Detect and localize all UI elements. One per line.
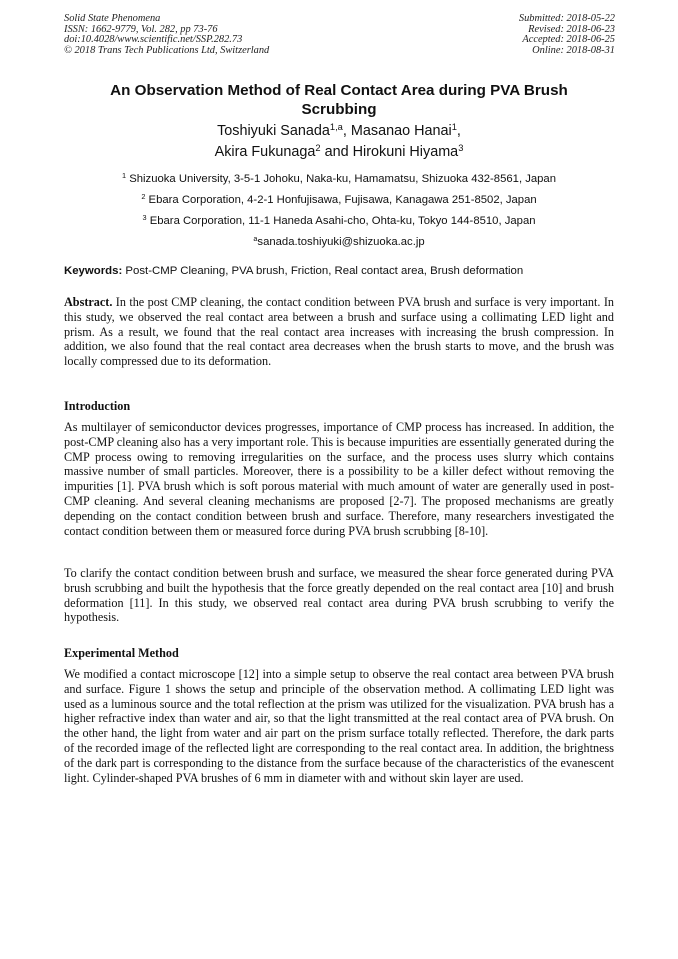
author-superscript: 1 xyxy=(451,122,457,133)
author-line-1 xyxy=(60,121,618,142)
author-list xyxy=(60,121,618,163)
keywords xyxy=(64,264,523,278)
abstract-label: Abstract. xyxy=(64,295,113,309)
keywords-text: Post-CMP Cleaning, PVA brush, Friction, Real contact area, Brush deformation xyxy=(122,265,524,277)
revised-date: Revised: 2018-06-23 xyxy=(528,23,615,35)
paper-title xyxy=(60,81,618,119)
affiliation-superscript: 3 xyxy=(142,213,147,223)
section-heading-introduction: Introduction xyxy=(64,399,131,413)
corresponding-email xyxy=(50,235,628,249)
introduction-paragraph-2: To clarify the contact condition between brush and surface, we measured the shear force generated during PVA brush scrubbing and built the hypothesis that the force greatly depended on the real contact area [10] and brush deformation [11]. In this study, we observed real contact area during PVA brush scrubbing to verify the hypothesis. xyxy=(64,566,614,625)
title-line-2: Scrubbing xyxy=(301,101,377,118)
affiliation-superscript: 2 xyxy=(141,192,146,202)
author-separator: , xyxy=(342,123,351,139)
abstract-text: In the post CMP cleaning, the contact condition between PVA brush and surface is very important. In this study, we observed the real contact area between a brush and surface using a collimating LED light and prism. As a result, we found that the real contact area increases with increasing the brush compression. In addition, we also found that the real contact area decreases when the brush starts to move, and the brush was locally compressed due to its deformation. xyxy=(64,295,614,369)
affiliation-superscript: 1 xyxy=(122,171,127,181)
accepted-date: Accepted: 2018-06-25 xyxy=(522,34,615,46)
submitted-date: Submitted: 2018-05-22 xyxy=(518,13,615,24)
author-superscript: 2 xyxy=(315,143,321,154)
author-superscript: 3 xyxy=(458,143,464,154)
submission-dates xyxy=(519,14,615,56)
author-superscript: 1,a xyxy=(329,122,343,133)
affiliation xyxy=(50,214,628,228)
author-separator: and xyxy=(320,144,353,160)
journal-copyright: © 2018 Trans Tech Publications Ltd, Switzerland xyxy=(64,44,270,56)
section-heading-experimental-method: Experimental Method xyxy=(64,646,179,660)
journal-issn: ISSN: 1662-9779, Vol. 282, pp 73-76 xyxy=(64,23,218,35)
title-line-1: An Observation Method of Real Contact Area during PVA Brush xyxy=(110,82,568,99)
experimental-paragraph-1: We modified a contact microscope [12] into a simple setup to observe the real contact area between PVA brush and surface. Figure 1 shows the setup and principle of the observation method. A collimating LED light was used as a luminous source and the total reflection at the prism was utilized for the visualization. PVA brush has a higher refractive index than water and air, so that the light transmitted at the real contact area of PVA brush. On the other hand, the light from water and air part on the prism surface totally reflected. Therefore, the dark parts of the recorded image of the reflected light are corresponding to the real contact area. In addition, the brightness of the dark part is corresponding to the distance from the surface because of the characteristics of the evanescent light. Cylinder-shaped PVA brushes of 6 mm in diameter with and without skin layer are used. xyxy=(64,667,614,785)
introduction-paragraph-1: As multilayer of semiconductor devices progresses, importance of CMP process has increased. In addition, the post-CMP cleaning also has a very important role. This is because impurities are essentially generated during the CMP process owing to removing irregularities on the surface, and the process uses slurry which contains massive number of small particles. Moreover, there is a possibility to be a killer defect without removing the impurities [1]. PVA brush which is soft porous material with much amount of water are generally used in post-CMP cleaning. And several cleaning mechanisms are proposed [2-7]. The proposed mechanisms are greatly depending on the contact condition between brush and surface. Therefore, many researchers investigated the contact condition between them or measured force during PVA brush scrubbing [8-10]. xyxy=(64,420,614,538)
affiliation xyxy=(50,172,628,186)
journal-info xyxy=(64,14,269,56)
author-name: Hirokuni Hiyama xyxy=(352,144,459,160)
journal-doi: doi:10.4028/www.scientific.net/SSP.282.73 xyxy=(64,34,243,46)
affiliation-text: Ebara Corporation, 4-2-1 Honfujisawa, Fujisawa, Kanagawa 251-8502, Japan xyxy=(145,194,537,206)
author-name: Toshiyuki Sanada xyxy=(217,123,330,139)
journal-name: Solid State Phenomena xyxy=(64,13,161,24)
abstract xyxy=(64,295,614,369)
affiliation-text: Shizuoka University, 3-5-1 Johoku, Naka-ku, Hamamatsu, Shizuoka 432-8561, Japan xyxy=(126,173,556,185)
affiliation-superscript: a xyxy=(253,234,258,244)
affiliation xyxy=(50,193,628,207)
keywords-label: Keywords: xyxy=(64,265,123,277)
online-date: Online: 2018-08-31 xyxy=(532,44,615,56)
affiliation-text: Ebara Corporation, 11-1 Haneda Asahi-cho, Ohta-ku, Tokyo 144-8510, Japan xyxy=(146,215,536,227)
author-name: Akira Fukunaga xyxy=(214,144,316,160)
email-text: sanada.toshiyuki@shizuoka.ac.jp xyxy=(257,236,425,248)
author-name: Masanao Hanai xyxy=(350,123,452,139)
author-line-2 xyxy=(60,142,618,163)
author-separator: , xyxy=(456,123,461,139)
